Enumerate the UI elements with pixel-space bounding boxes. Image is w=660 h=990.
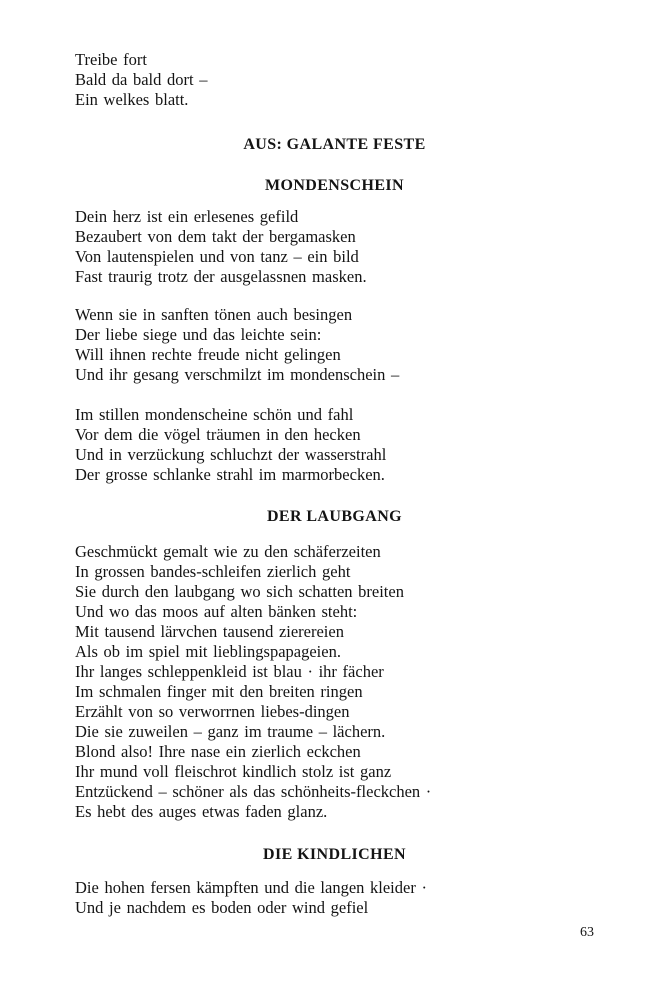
poem-title-kindlichen: DIE KINDLICHEN [263, 846, 406, 863]
mondenschein-stanza-2 [75, 305, 594, 385]
mondenschein-stanza-1 [75, 207, 594, 287]
kindlichen-stanza [75, 878, 594, 918]
poem-line: Der liebe siege und das leichte sein: [75, 325, 322, 344]
poem-line: Geschmückt gemalt wie zu den schäferzeiten [75, 542, 381, 561]
poem-line: Ihr mund voll fleischrot kindlich stolz ist ganz [75, 762, 392, 781]
poem-line: Im schmalen finger mit den breiten ringen [75, 682, 363, 701]
poem-line: Und wo das moos auf alten bänken steht: [75, 602, 358, 621]
poem-title-laubgang: DER LAUBGANG [266, 508, 403, 525]
poem-line: Die hohen fersen kämpften und die langen kleider · [75, 878, 427, 897]
poem-line: Erzählt von so verworrnen liebes-dingen [75, 702, 350, 721]
text-column [75, 50, 594, 918]
poem-line: Bezaubert von dem takt der bergamasken [75, 227, 356, 246]
poem-line: Ein welkes blatt. [75, 90, 189, 109]
page-number: 63 [580, 925, 594, 940]
opening-stanza [75, 50, 594, 110]
section-heading: AUS: GALANTE FESTE [243, 136, 426, 153]
mondenschein-stanza-3 [75, 405, 594, 485]
poem-line: Es hebt des auges etwas faden glanz. [75, 802, 328, 821]
poem-line: Als ob im spiel mit lieblingspapageien. [75, 642, 341, 661]
poem-line: Dein herz ist ein erlesenes gefild [75, 207, 299, 226]
poem-line: Und je nachdem es boden oder wind gefiel [75, 898, 369, 917]
poem-line: Vor dem die vögel träumen in den hecken [75, 425, 361, 444]
poem-line: Von lautenspielen und von tanz – ein bild [75, 247, 359, 266]
poem-line: Treibe fort [75, 50, 147, 69]
poem-line: Bald da bald dort – [75, 70, 208, 89]
poem-line: Sie durch den laubgang wo sich schatten breiten [75, 582, 404, 601]
laubgang-stanza [75, 542, 594, 822]
poem-line: Fast traurig trotz der ausgelassnen masken. [75, 267, 367, 286]
poem-line: Will ihnen rechte freude nicht gelingen [75, 345, 341, 364]
poem-line: Wenn sie in sanften tönen auch besingen [75, 305, 353, 324]
poem-line: Blond also! Ihre nase ein zierlich eckchen [75, 742, 361, 761]
poem-title-mondenschein: MONDENSCHEIN [264, 177, 405, 194]
poem-line: Ihr langes schleppenkleid ist blau · ihr fächer [75, 662, 384, 681]
poem-line: Mit tausend lärvchen tausend zierereien [75, 622, 344, 641]
poem-line: Und ihr gesang verschmilzt im mondenschein – [75, 365, 400, 384]
poem-line: Der grosse schlanke strahl im marmorbecken. [75, 465, 385, 484]
poem-line: Und in verzückung schluchzt der wasserstrahl [75, 445, 387, 464]
poem-line: Die sie zuweilen – ganz im traume – lächern. [75, 722, 386, 741]
poem-line: Im stillen mondenscheine schön und fahl [75, 405, 354, 424]
poem-line: Entzückend – schöner als das schönheits-fleckchen · [75, 782, 432, 801]
poem-line: In grossen bandes-schleifen zierlich geht [75, 562, 351, 581]
